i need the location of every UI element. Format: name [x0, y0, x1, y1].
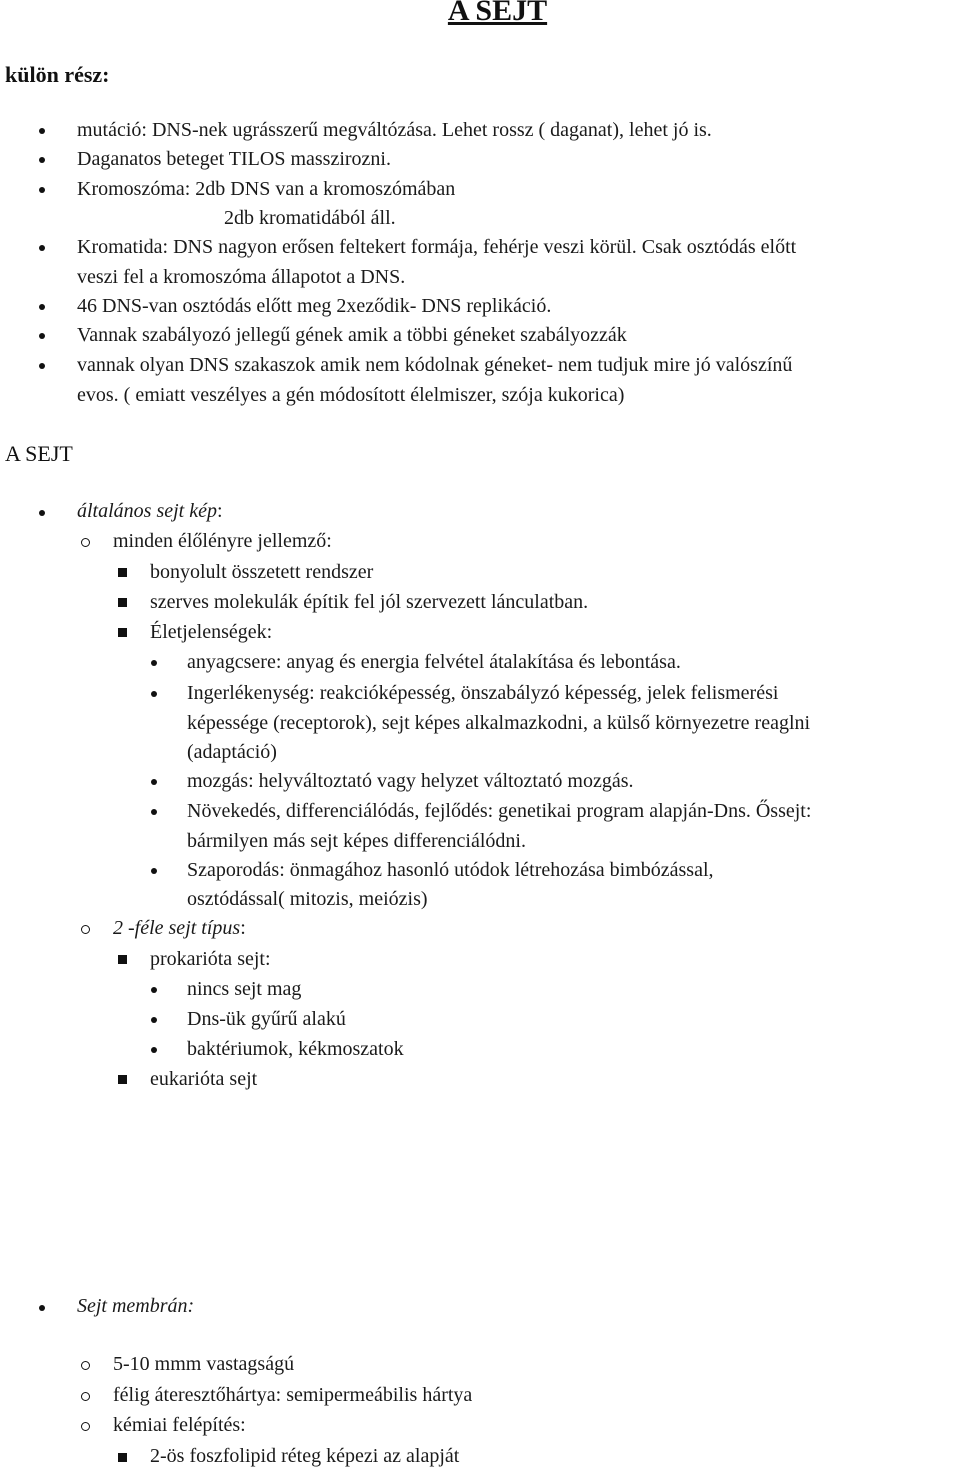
- colon: :: [240, 917, 246, 939]
- bullet-dot: [39, 128, 45, 134]
- bullet-dot: [39, 1305, 45, 1311]
- bullet-square: [118, 568, 127, 577]
- bullet-dot: [39, 157, 45, 163]
- text-line: (adaptáció): [187, 741, 277, 763]
- text-line: 2db kromatidából áll.: [224, 207, 396, 229]
- text-line: Kromoszóma: 2db DNS van a kromoszómában: [77, 178, 456, 200]
- text-line: baktériumok, kékmoszatok: [187, 1038, 404, 1060]
- text-line: 5-10 mmm vastagságú: [113, 1353, 295, 1375]
- bullet-circle: [81, 1422, 90, 1431]
- bullet-dot: [151, 779, 157, 785]
- text-line: bármilyen más sejt képes differenciálódni.: [187, 830, 526, 852]
- text-line: Életjelenségek:: [150, 621, 273, 643]
- text-line: Kromatida: DNS nagyon erősen feltekert formája, fehérje veszi körül. Csak osztódás előtt: [77, 236, 797, 258]
- text-line: Ingerlékenység: reakcióképesség, önszabályzó képesség, jelek felismerési: [187, 682, 779, 704]
- text-line: osztódással( mitozis, meiózis): [187, 888, 428, 910]
- bullet-dot: [39, 510, 45, 516]
- text-line: Növekedés, differenciálódás, fejlődés: genetikai program alapján-Dns. Őssejt:: [187, 800, 812, 822]
- bullet-dot: [39, 304, 45, 310]
- bullet-dot: [151, 691, 157, 697]
- italic-label: általános sejt kép: [77, 500, 217, 522]
- bullet-square: [118, 598, 127, 607]
- bullet-dot: [151, 660, 157, 666]
- text-line: nincs sejt mag: [187, 978, 302, 1000]
- bullet-square: [118, 955, 127, 964]
- text-line: bonyolult összetett rendszer: [150, 561, 374, 583]
- page-title: A SEJT: [447, 0, 548, 27]
- text-line: evos. ( emiatt veszélyes a gén módosított élelmiszer, szója kukorica): [77, 384, 625, 406]
- text-line: prokarióta sejt:: [150, 948, 271, 970]
- bullet-circle: [81, 538, 90, 547]
- text-line: Dns-ük gyűrű alakú: [187, 1008, 346, 1030]
- text-line: vannak olyan DNS szakaszok amik nem kódolnak géneket- nem tudjuk mire jó valószínű: [77, 354, 793, 376]
- text-line: eukarióta sejt: [150, 1068, 258, 1090]
- section-heading-a-sejt: A SEJT: [5, 441, 73, 466]
- section-heading-kulon-resz: külön rész:: [5, 62, 110, 87]
- colon: :: [216, 500, 223, 522]
- text-line: képessége (receptorok), sejt képes alkalmazkodni, a külső környezetre reaglni: [187, 712, 811, 734]
- text-line: 46 DNS-van osztódás előtt meg 2xeződik- DNS replikáció.: [77, 295, 552, 317]
- text-line: mozgás: helyváltoztató vagy helyzet változtató mozgás.: [187, 770, 634, 792]
- text-line: Sejt membrán:: [77, 1295, 195, 1317]
- text-line: szerves molekulák építik fel jól szervezett lánculatban.: [150, 591, 589, 613]
- bullet-dot: [151, 987, 157, 993]
- bullet-square: [118, 628, 127, 637]
- text-line: 2-ös foszfolipid réteg képezi az alapját: [150, 1445, 460, 1467]
- text-line: Daganatos beteget TILOS masszirozni.: [77, 148, 391, 170]
- bullet-dot: [151, 1047, 157, 1053]
- text-line: [77, 497, 223, 526]
- bullet-dot: [39, 363, 45, 369]
- bullet-square: [118, 1075, 127, 1084]
- text-line: mutáció: DNS-nek ugrásszerű megváltózása. Lehet rossz ( daganat), lehet jó is.: [77, 119, 712, 141]
- text-line: veszi fel a kromoszóma állapotot a DNS.: [77, 266, 406, 288]
- text-line: kémiai felépítés:: [113, 1414, 246, 1436]
- text-line: [113, 914, 246, 943]
- bullet-dot: [151, 868, 157, 874]
- bullet-circle: [81, 925, 90, 934]
- bullet-dot: [151, 809, 157, 815]
- bullet-square: [118, 1453, 127, 1462]
- bullet-circle: [81, 1392, 90, 1401]
- text-line: minden élőlényre jellemző:: [113, 530, 332, 552]
- text-line: anyagcsere: anyag és energia felvétel átalakítása és lebontása.: [187, 651, 681, 673]
- italic-label: 2 -féle sejt típus: [113, 917, 241, 939]
- bullet-dot: [39, 245, 45, 251]
- text-line: Vannak szabályozó jellegű gének amik a többi géneket szabályozzák: [77, 324, 627, 346]
- bullet-dot: [39, 333, 45, 339]
- bullet-dot: [39, 187, 45, 193]
- text-line: félig áteresztőhártya: semipermeábilis hártya: [113, 1384, 473, 1406]
- text-line: Szaporodás: önmagához hasonló utódok létrehozása bimbózással,: [187, 859, 714, 881]
- bullet-circle: [81, 1361, 90, 1370]
- bullet-dot: [151, 1017, 157, 1023]
